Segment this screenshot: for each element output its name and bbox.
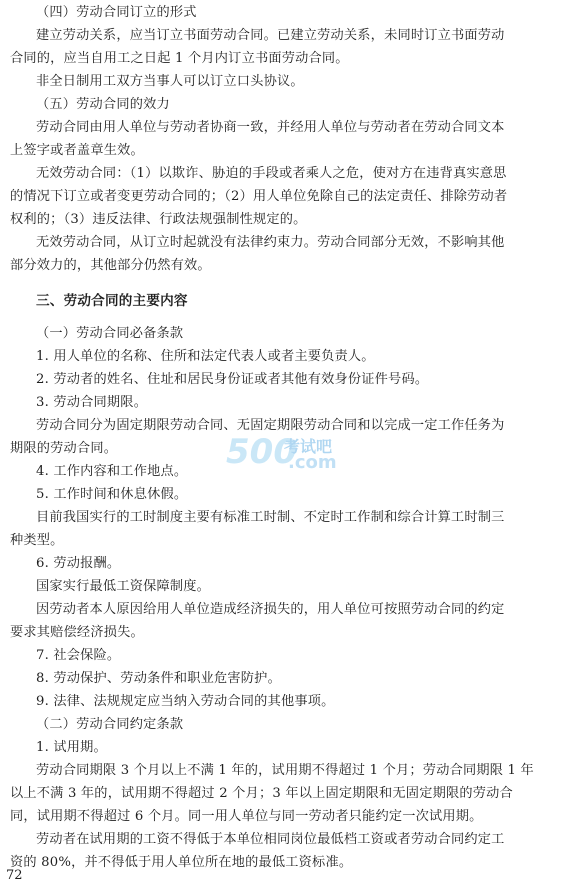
paragraph-line: 劳动合同期限 3 个月以上不满 1 年的，试用期不得超过 1 个月；劳动合同期限 1 年 xyxy=(36,763,534,778)
list-item: 1. 试用期。 xyxy=(36,740,107,755)
paragraph-line: 无效劳动合同：（1）以欺诈、胁迫的手段或者乘人之危，使对方在违背真实意思 xyxy=(36,166,507,181)
watermark-domain: .com xyxy=(288,452,337,473)
paragraph-line: 上签字或者盖章生效。 xyxy=(10,143,144,158)
list-item: 5. 工作时间和休息休假。 xyxy=(36,487,188,502)
list-item: 6. 劳动报酬。 xyxy=(36,556,121,571)
list-item: 4. 工作内容和工作地点。 xyxy=(36,464,188,479)
subsection-heading: （二）劳动合同约定条款 xyxy=(36,717,184,732)
paragraph-line: 部分效力的，其他部分仍然有效。 xyxy=(10,258,211,273)
paragraph-line: 的情况下订立或者变更劳动合同的；（2）用人单位免除自己的法定责任、排除劳动者 xyxy=(10,189,508,204)
paragraph-line: 以上不满 3 年的，试用期不得超过 2 个月；3 年以上固定期限和无固定期限的劳动合 xyxy=(10,786,513,801)
subsection-heading: （五）劳动合同的效力 xyxy=(36,97,170,112)
paragraph-line: 权利的；（3）违反法律、行政法规强制性规定的。 xyxy=(10,212,307,227)
subsection-heading: （一）劳动合同必备条款 xyxy=(36,326,184,341)
paragraph-line: 劳动合同由用人单位与劳动者协商一致，并经用人单位与劳动者在劳动合同文本 xyxy=(36,120,505,135)
paragraph-line: 劳动者在试用期的工资不得低于本单位相同岗位最低档工资或者劳动合同约定工 xyxy=(36,832,505,847)
paragraph-line: 目前我国实行的工时制度主要有标准工时制、不定时工作制和综合计算工时制三 xyxy=(36,510,505,525)
paragraph-line: 非全日制用工双方当事人可以订立口头协议。 xyxy=(36,74,304,89)
list-item: 2. 劳动者的姓名、住址和居民身份证或者其他有效身份证件号码。 xyxy=(36,372,429,387)
paragraph-line: 劳动合同分为固定期限劳动合同、无固定期限劳动合同和以完成一定工作任务为 xyxy=(36,418,505,433)
paragraph-line: 同，试用期不得超过 6 个月。同一用人单位与同一劳动者只能约定一次试用期。 xyxy=(10,809,483,824)
page-number: 72 xyxy=(6,868,23,883)
list-item: 1. 用人单位的名称、住所和法定代表人或者主要负责人。 xyxy=(36,349,375,364)
list-item: 3. 劳动合同期限。 xyxy=(36,395,148,410)
list-item: 7. 社会保险。 xyxy=(36,648,121,663)
subsection-heading: （四）劳动合同订立的形式 xyxy=(36,5,197,20)
paragraph-line: 建立劳动关系，应当订立书面劳动合同。已建立劳动关系，未同时订立书面劳动 xyxy=(36,28,505,43)
watermark-number: 500 xyxy=(226,432,297,472)
paragraph-line: 无效劳动合同，从订立时起就没有法律约束力。劳动合同部分无效，不影响其他 xyxy=(36,235,505,250)
watermark-brand: 考试吧 xyxy=(284,437,333,456)
paragraph-line: 期限的劳动合同。 xyxy=(10,441,118,456)
paragraph-line: 因劳动者本人原因给用人单位造成经济损失的，用人单位可按照劳动合同的约定 xyxy=(36,602,505,617)
paragraph-line: 国家实行最低工资保障制度。 xyxy=(36,579,211,594)
section-heading: 三、劳动合同的主要内容 xyxy=(36,293,188,309)
watermark-logo xyxy=(226,430,362,478)
paragraph-line: 要求其赔偿经济损失。 xyxy=(10,625,144,640)
list-item: 8. 劳动保护、劳动条件和职业危害防护。 xyxy=(36,671,281,686)
paragraph-line: 资的 80%，并不得低于用人单位所在地的最低工资标准。 xyxy=(10,855,353,870)
paragraph-line: 合同的，应当自用工之日起 1 个月内订立书面劳动合同。 xyxy=(10,51,349,66)
list-item: 9. 法律、法规规定应当纳入劳动合同的其他事项。 xyxy=(36,694,335,709)
paragraph-line: 种类型。 xyxy=(10,533,64,548)
